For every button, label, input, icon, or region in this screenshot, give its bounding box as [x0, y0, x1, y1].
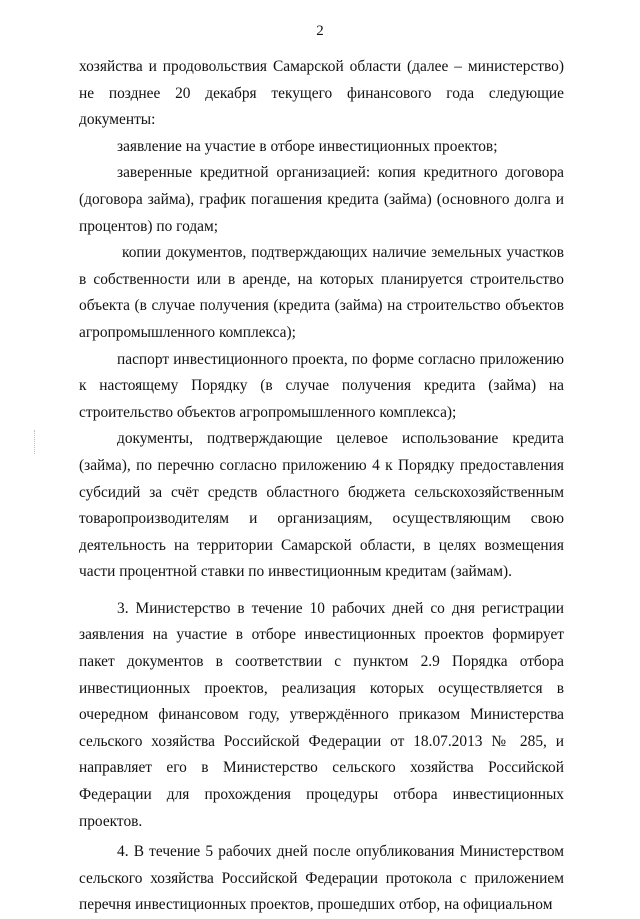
document-body	[79, 54, 564, 919]
list-item-land-documents: копии документов, подтверждающих наличие земельных участков в собственности или в аренде, на которых планируется строительство объекта (в случае получения (кредита (займа) на строительство объектов агропромышленного комплекса);	[79, 244, 564, 341]
margin-mark	[34, 430, 37, 454]
paragraph-continuation: хозяйства и продовольствия Самарской области (далее – министерство) не позднее 20 декабря текущего финансового года следующие документы:	[79, 58, 564, 129]
list-item-credit-agreement: заверенные кредитной организацией: копия кредитного договора (договора займа), график погашения кредита (займа) (основного долга и процентов) по годам;	[79, 164, 564, 235]
list-item-target-use-documents: документы, подтверждающие целевое использование кредита (займа), по перечню согласно приложению 4 к Порядку предоставления субсидий за счёт средств областного бюджета сельскохозяйственным товаропроизводителям и организациям, осуществляющим свою деятельность на территории Самарской области, в целях возмещения части процентной ставки по инвестиционным кредитам (займам).	[79, 430, 564, 581]
paragraph-item-4: 4. В течение 5 рабочих дней после опубликования Министерством сельского хозяйства Российской Федерации протокола с приложением перечня инвестиционных проектов, прошедших отбор, на официальном	[79, 843, 564, 914]
list-item-application: заявление на участие в отборе инвестиционных проектов;	[117, 137, 498, 155]
paragraph-item-3: 3. Министерство в течение 10 рабочих дней со дня регистрации заявления на участие в отборе инвестиционных проектов формирует пакет документов в соответствии с пунктом 2.9 Порядка отбора инвестиционных проектов, реализация которых осуществляется в очередном финансовом году, утверждённого приказом Министерства сельского хозяйства Российской Федерации от 18.07.2013 № 285, и направляет его в Министерство сельского хозяйства Российской Федерации для прохождения процедуры отбора инвестиционных проектов.	[79, 599, 564, 830]
page-number: 2	[316, 23, 324, 39]
list-item-project-passport: паспорт инвестиционного проекта, по форме согласно приложению к настоящему Порядку (в случае получения кредита (займа) на строительство объектов агропромышленного комплекса);	[79, 350, 564, 421]
